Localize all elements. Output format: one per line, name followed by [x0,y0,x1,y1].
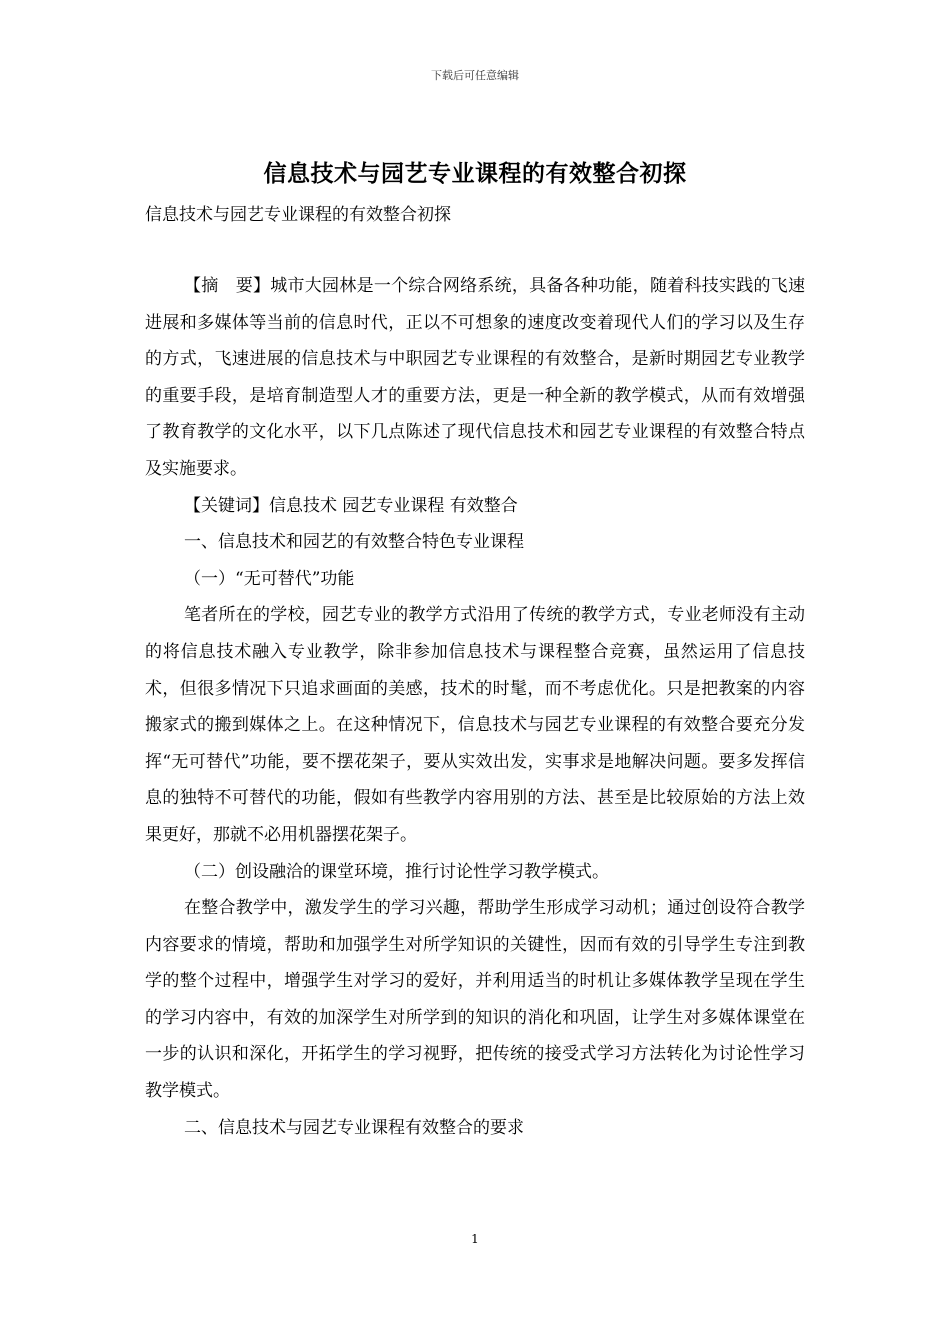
keywords-paragraph: 【关键词】信息技术 园艺专业课程 有效整合 [184,495,518,516]
page-number: 1 [471,1232,479,1246]
section-heading-1: 一、信息技术和园艺的有效整合特色专业课程 [184,532,524,553]
body-paragraph: 在整合教学中，激发学生的学习兴趣，帮助学生形成学习动机；通过创设符合教学内容要求的情境，帮助和加强学生对所学知识的关键性，因而有效的引导学生专注到教学的整个过程中，增强学生对学习的爱好，并利用适当的时机让多媒体教学呈现在学生的学习内容中，有效的加深学生对所学到的知识的消化和巩固，让学生对多媒体课堂在一步的认识和深化，开拓学生的学习视野，把传统的接受式学习方法转化为讨论性学习教学模式。 [145,898,805,1102]
section-heading-2: 二、信息技术与园艺专业课程有效整合的要求 [184,1117,524,1138]
header-note: 下载后可任意编辑 [431,69,519,82]
document-title: 信息技术与园艺专业课程的有效整合初探 [263,161,687,187]
document-body [145,268,805,1146]
subsection-heading-1: （一）“无可替代”功能 [184,568,355,589]
abstract-paragraph: 【摘 要】城市大园林是一个综合网络系统，具备各种功能，随着科技实践的飞速进展和多媒体等当前的信息时代，正以不可想象的速度改变着现代人们的学习以及生存的方式，飞速进展的信息技术与中职园艺专业课程的有效整合，是新时期园艺专业教学的重要手段，是培育制造型人才的重要方法，更是一种全新的教学模式，从而有效增强了教育教学的文化水平，以下几点陈述了现代信息技术和园艺专业课程的有效整合特点及实施要求。 [145,276,805,479]
document-subtitle: 信息技术与园艺专业课程的有效整合初探 [145,205,451,225]
subsection-heading-2: （二）创设融洽的课堂环境，推行讨论性学习教学模式。 [184,861,609,882]
body-paragraph: 笔者所在的学校，园艺专业的教学方式沿用了传统的教学方式，专业老师没有主动的将信息技术融入专业教学，除非参加信息技术与课程整合竞赛，虽然运用了信息技术，但很多情况下只追求画面的美感，技术的时髦，而不考虑优化。只是把教案的内容搬家式的搬到媒体之上。在这种情况下，信息技术与园艺专业课程的有效整合要充分发挥“无可替代”功能，要不摆花架子，要从实效出发，实事求是地解决问题。要多发挥信息的独特不可替代的功能，假如有些教学内容用别的方法、甚至是比较原始的方法上效果更好，那就不必用机器摆花架子。 [145,605,805,845]
